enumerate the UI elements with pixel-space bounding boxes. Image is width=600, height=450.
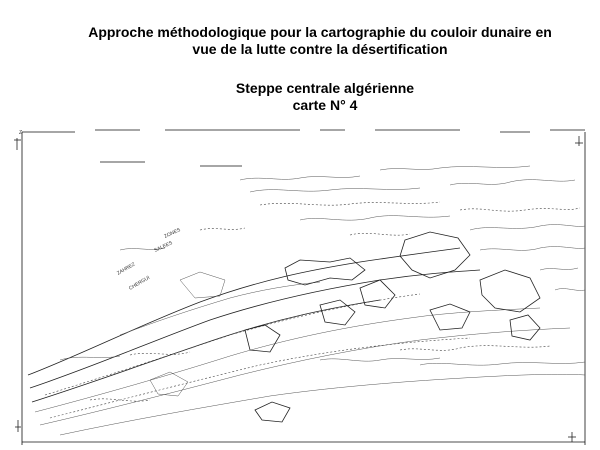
map-label-chergui: CHERGUI xyxy=(128,275,151,292)
map-frame xyxy=(14,130,585,445)
subtitle-map-number: carte N° 4 xyxy=(292,97,358,113)
map-label-zahrez: ZAHREZ xyxy=(116,261,137,277)
map-label-zones: ZONES xyxy=(163,227,182,240)
subtitle-region: Steppe centrale algérienne xyxy=(235,80,415,96)
dune-corridor-lines xyxy=(28,248,585,435)
map-subtitle xyxy=(30,80,600,114)
title-line-1: Approche méthodologique pour la cartographie du couloir dunaire en xyxy=(88,24,552,40)
map-label-salees: SALEES xyxy=(153,240,174,254)
title-line-2: vue de la lutte contre la désertification xyxy=(192,41,448,57)
map-title xyxy=(40,24,600,58)
map-label-z: Z xyxy=(19,130,23,136)
zone-polygons xyxy=(150,232,540,422)
dune-corridor-map xyxy=(0,120,600,450)
map-labels xyxy=(19,130,182,292)
